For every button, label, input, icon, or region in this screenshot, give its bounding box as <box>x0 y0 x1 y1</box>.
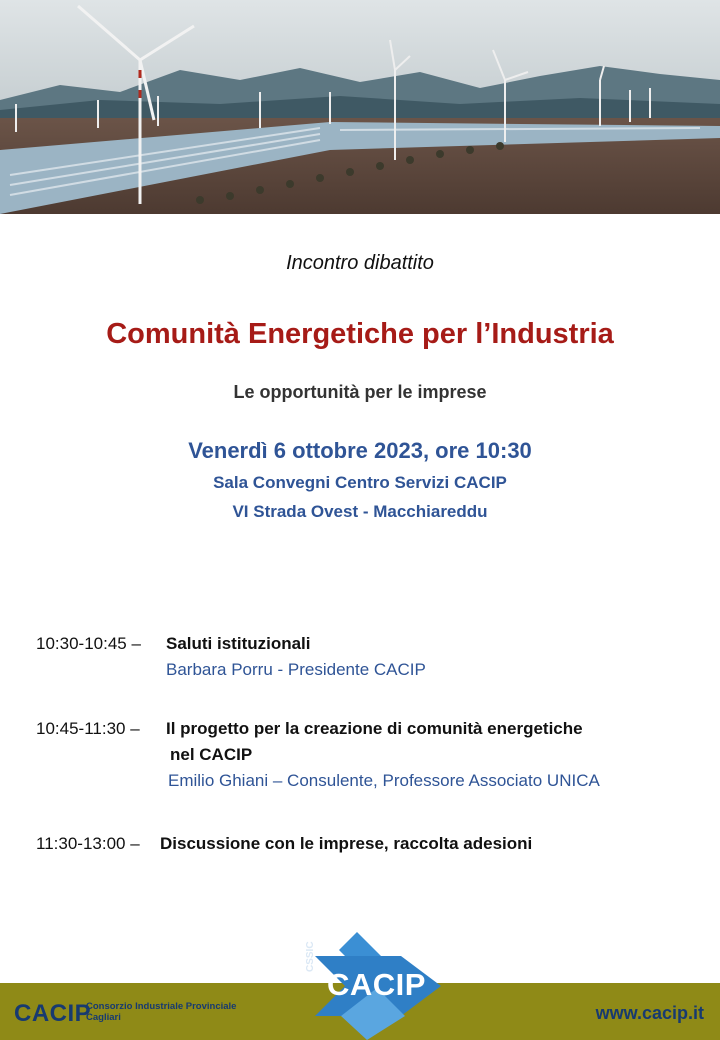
agenda-time: 10:30-10:45 – <box>36 634 141 653</box>
agenda-topic: Il progetto per la creazione di comunità energetiche <box>166 719 583 738</box>
event-address: VI Strada Ovest - Macchiareddu <box>232 502 488 521</box>
emblem-text: CACIP <box>327 967 426 1002</box>
agenda-topic: Saluti istituzionali <box>166 634 311 653</box>
footer-consortium-name <box>86 1001 236 1023</box>
footer-logo: CACIP <box>14 1000 92 1027</box>
agenda-topic: Discussione con le imprese, raccolta adesioni <box>160 834 533 853</box>
agenda-topic-continued: nel CACIP <box>170 745 253 764</box>
footer-website-link[interactable]: www.cacip.it <box>595 1003 704 1023</box>
agenda-time: 11:30-13:00 – <box>36 834 140 853</box>
event-venue: Sala Convegni Centro Servizi CACIP <box>213 473 507 492</box>
agenda-speaker: Emilio Ghiani – Consulente, Professore Associato UNICA <box>168 771 600 790</box>
agenda-speaker: Barbara Porru - Presidente CACIP <box>166 660 426 679</box>
event-title: Comunità Energetiche per l’Industria <box>106 318 614 350</box>
footer-consortium-line2: Cagliari <box>86 1012 121 1023</box>
hero-image <box>0 0 720 214</box>
emblem-vertical-text: CSSIC <box>305 941 316 972</box>
footer-consortium-line1: Consorzio Industriale Provinciale <box>86 1001 237 1012</box>
event-date: Venerdì 6 ottobre 2023, ore 10:30 <box>188 438 532 463</box>
event-subtitle: Incontro dibattito <box>286 252 434 274</box>
event-tagline: Le opportunità per le imprese <box>233 382 487 402</box>
agenda-time: 10:45-11:30 – <box>36 719 140 738</box>
